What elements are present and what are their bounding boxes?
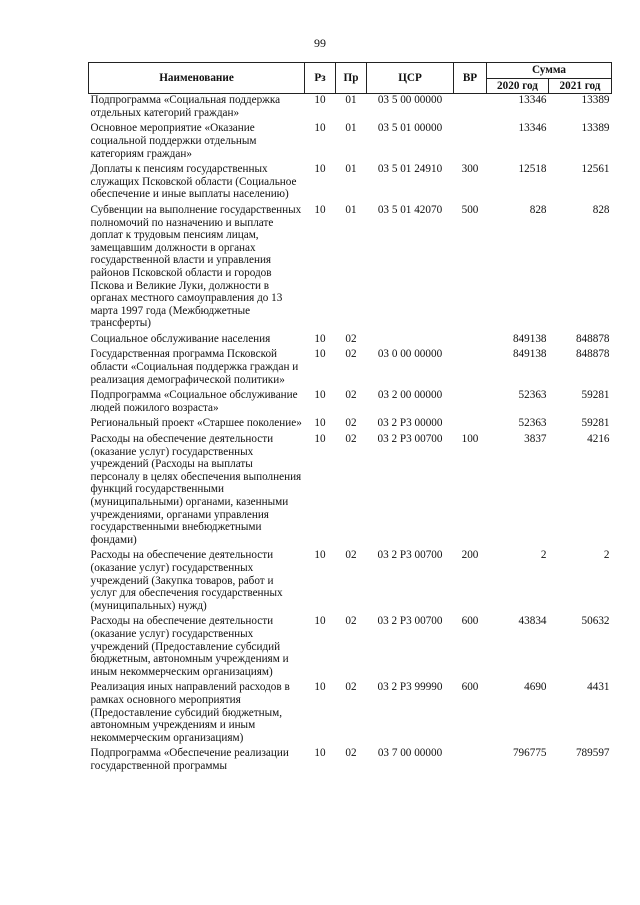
row-sum-2020: 849138 [512, 348, 547, 361]
row-sum-2021: 59281 [581, 389, 610, 402]
row-csr: 03 5 01 00000 [377, 122, 443, 135]
table-row [89, 433, 612, 549]
row-csr: 03 2 00 00000 [377, 389, 443, 402]
row-csr: 03 0 00 00000 [377, 348, 443, 361]
row-pr: 02 [345, 615, 357, 628]
row-csr: 03 5 01 42070 [377, 203, 443, 216]
row-name: Подпрограмма «Обеспечение реализации государственной программы [90, 747, 289, 772]
table-header [89, 63, 612, 94]
row-sum-2020: 13346 [518, 94, 547, 107]
row-sum-2021: 4216 [587, 433, 610, 446]
row-sum-2021: 4431 [587, 681, 610, 694]
row-vr: 600 [461, 615, 479, 628]
row-sum-2021: 2 [603, 549, 610, 562]
row-sum-2021: 12561 [581, 163, 610, 176]
row-sum-2020: 13346 [518, 122, 547, 135]
row-name: Субвенции на выполнение государственных полномочий по назначению и выплате доплат к трудовым пенсиям лицам, замещавшим должности в органах государственной власти и управления районов Псковской области и городов Пскова и Великие Луки, должности в органах местного самоуправления до 13 марта 1997 года (Межбюджетные трансферты) [90, 203, 302, 330]
row-csr: 03 5 00 00000 [377, 94, 443, 107]
row-pr: 02 [345, 747, 357, 760]
header-rz: Рз [305, 63, 336, 94]
row-vr [454, 94, 487, 123]
row-pr: 01 [345, 163, 357, 176]
row-name: Доплаты к пенсиям государственных служащих Псковской области (Социальное обеспечение и иные выплаты населению) [90, 163, 297, 201]
row-vr [454, 122, 487, 163]
row-pr: 02 [345, 681, 357, 694]
row-csr: 03 2 P3 00700 [377, 549, 443, 562]
row-vr: 200 [461, 549, 479, 562]
row-pr: 02 [345, 389, 357, 402]
row-vr: 100 [461, 433, 479, 446]
row-rz: 10 [314, 163, 326, 176]
row-sum-2020: 4690 [524, 681, 547, 694]
row-sum-2020: 12518 [518, 163, 547, 176]
row-sum-2020: 2 [540, 549, 547, 562]
row-name: Расходы на обеспечение деятельности (оказание услуг) государственных учреждений (Предоставление субсидий бюджетным, автономным учреждениям и иным некоммерческим организациям) [90, 615, 289, 678]
row-sum-2021: 50632 [581, 615, 610, 628]
row-pr: 02 [345, 348, 357, 361]
row-name: Подпрограмма «Социальное обслуживание людей пожилого возраста» [90, 389, 298, 414]
row-rz: 10 [314, 681, 326, 694]
row-sum-2020: 52363 [518, 389, 547, 402]
header-csr: ЦСР [367, 63, 454, 94]
row-name: Основное мероприятие «Оказание социальной поддержки отдельным категориям граждан» [90, 122, 257, 160]
row-vr: 300 [461, 163, 479, 176]
row-sum-2021: 59281 [581, 417, 610, 430]
header-pr: Пр [336, 63, 367, 94]
row-name: Социальное обслуживание населения [90, 332, 271, 345]
row-pr: 01 [345, 94, 357, 107]
row-rz: 10 [314, 615, 326, 628]
row-pr: 01 [345, 122, 357, 135]
row-pr: 02 [345, 417, 357, 430]
row-rz: 10 [314, 203, 326, 216]
row-rz: 10 [314, 389, 326, 402]
header-sum: Сумма [487, 63, 612, 79]
table-row [89, 747, 612, 775]
row-csr: 03 2 P3 00700 [377, 615, 443, 628]
table-row [89, 549, 612, 615]
table-row [89, 94, 612, 123]
header-vr: ВР [454, 63, 487, 94]
row-rz: 10 [314, 747, 326, 760]
table-body [89, 94, 612, 776]
row-name: Расходы на обеспечение деятельности (оказание услуг) государственных учреждений (Закупка товаров, работ и услуг для обеспечения государственных (муниципальных) нужд) [90, 549, 283, 612]
table-row [89, 681, 612, 747]
row-sum-2021: 848878 [575, 332, 610, 345]
row-vr [454, 348, 487, 389]
table-row [89, 389, 612, 417]
row-name: Реализация иных направлений расходов в рамках основного мероприятия (Предоставление субсидий бюджетным, автономным учреждениям и иным некоммерческим организациям) [90, 681, 290, 744]
table-row [89, 204, 612, 333]
row-sum-2020: 3837 [524, 433, 547, 446]
row-pr: 02 [345, 549, 357, 562]
row-vr [454, 417, 487, 433]
table-row [89, 163, 612, 204]
row-sum-2021: 13389 [581, 122, 610, 135]
row-rz: 10 [314, 332, 326, 345]
row-sum-2020: 43834 [518, 615, 547, 628]
row-sum-2021: 789597 [575, 747, 610, 760]
row-pr: 01 [345, 203, 357, 216]
row-rz: 10 [314, 94, 326, 107]
row-sum-2020: 52363 [518, 417, 547, 430]
table-row [89, 348, 612, 389]
table-row [89, 333, 612, 349]
row-csr: 03 2 P3 00700 [377, 433, 443, 446]
row-sum-2021: 13389 [581, 94, 610, 107]
row-rz: 10 [314, 433, 326, 446]
row-sum-2020: 849138 [512, 332, 547, 345]
row-vr [454, 389, 487, 417]
row-vr: 600 [461, 681, 479, 694]
row-sum-2021: 828 [592, 203, 610, 216]
row-name: Подпрограмма «Социальная поддержка отдельных категорий граждан» [90, 94, 281, 119]
row-vr [454, 747, 487, 775]
header-name: Наименование [89, 63, 305, 94]
budget-table [88, 62, 612, 775]
row-csr [367, 333, 454, 349]
row-pr: 02 [345, 332, 357, 345]
header-year-2021: 2021 год [549, 78, 612, 94]
row-sum-2020: 828 [529, 203, 547, 216]
page-number: 99 [314, 36, 326, 50]
row-name: Расходы на обеспечение деятельности (оказание услуг) государственных учреждений (Расходы на выплаты персоналу в целях обеспечения выполнения функций государственными (муниципальными) органами, казенными учреждениями, органами управления государственными внебюджетными фондами) [90, 433, 302, 546]
row-sum-2020: 796775 [512, 747, 547, 760]
row-sum-2021: 848878 [575, 348, 610, 361]
row-csr: 03 2 P3 00000 [377, 417, 443, 430]
row-name: Государственная программа Псковской области «Социальная поддержка граждан и реализация демографической политики» [90, 348, 299, 386]
row-rz: 10 [314, 417, 326, 430]
row-rz: 10 [314, 122, 326, 135]
row-csr: 03 7 00 00000 [377, 747, 443, 760]
row-vr [454, 333, 487, 349]
table-row [89, 615, 612, 681]
row-csr: 03 2 P3 99990 [377, 681, 443, 694]
table-row [89, 122, 612, 163]
row-vr: 500 [461, 203, 479, 216]
row-pr: 02 [345, 433, 357, 446]
row-rz: 10 [314, 549, 326, 562]
row-rz: 10 [314, 348, 326, 361]
row-csr: 03 5 01 24910 [377, 163, 443, 176]
header-year-2020: 2020 год [487, 78, 549, 94]
row-name: Региональный проект «Старшее поколение» [90, 417, 302, 430]
table-row [89, 417, 612, 433]
